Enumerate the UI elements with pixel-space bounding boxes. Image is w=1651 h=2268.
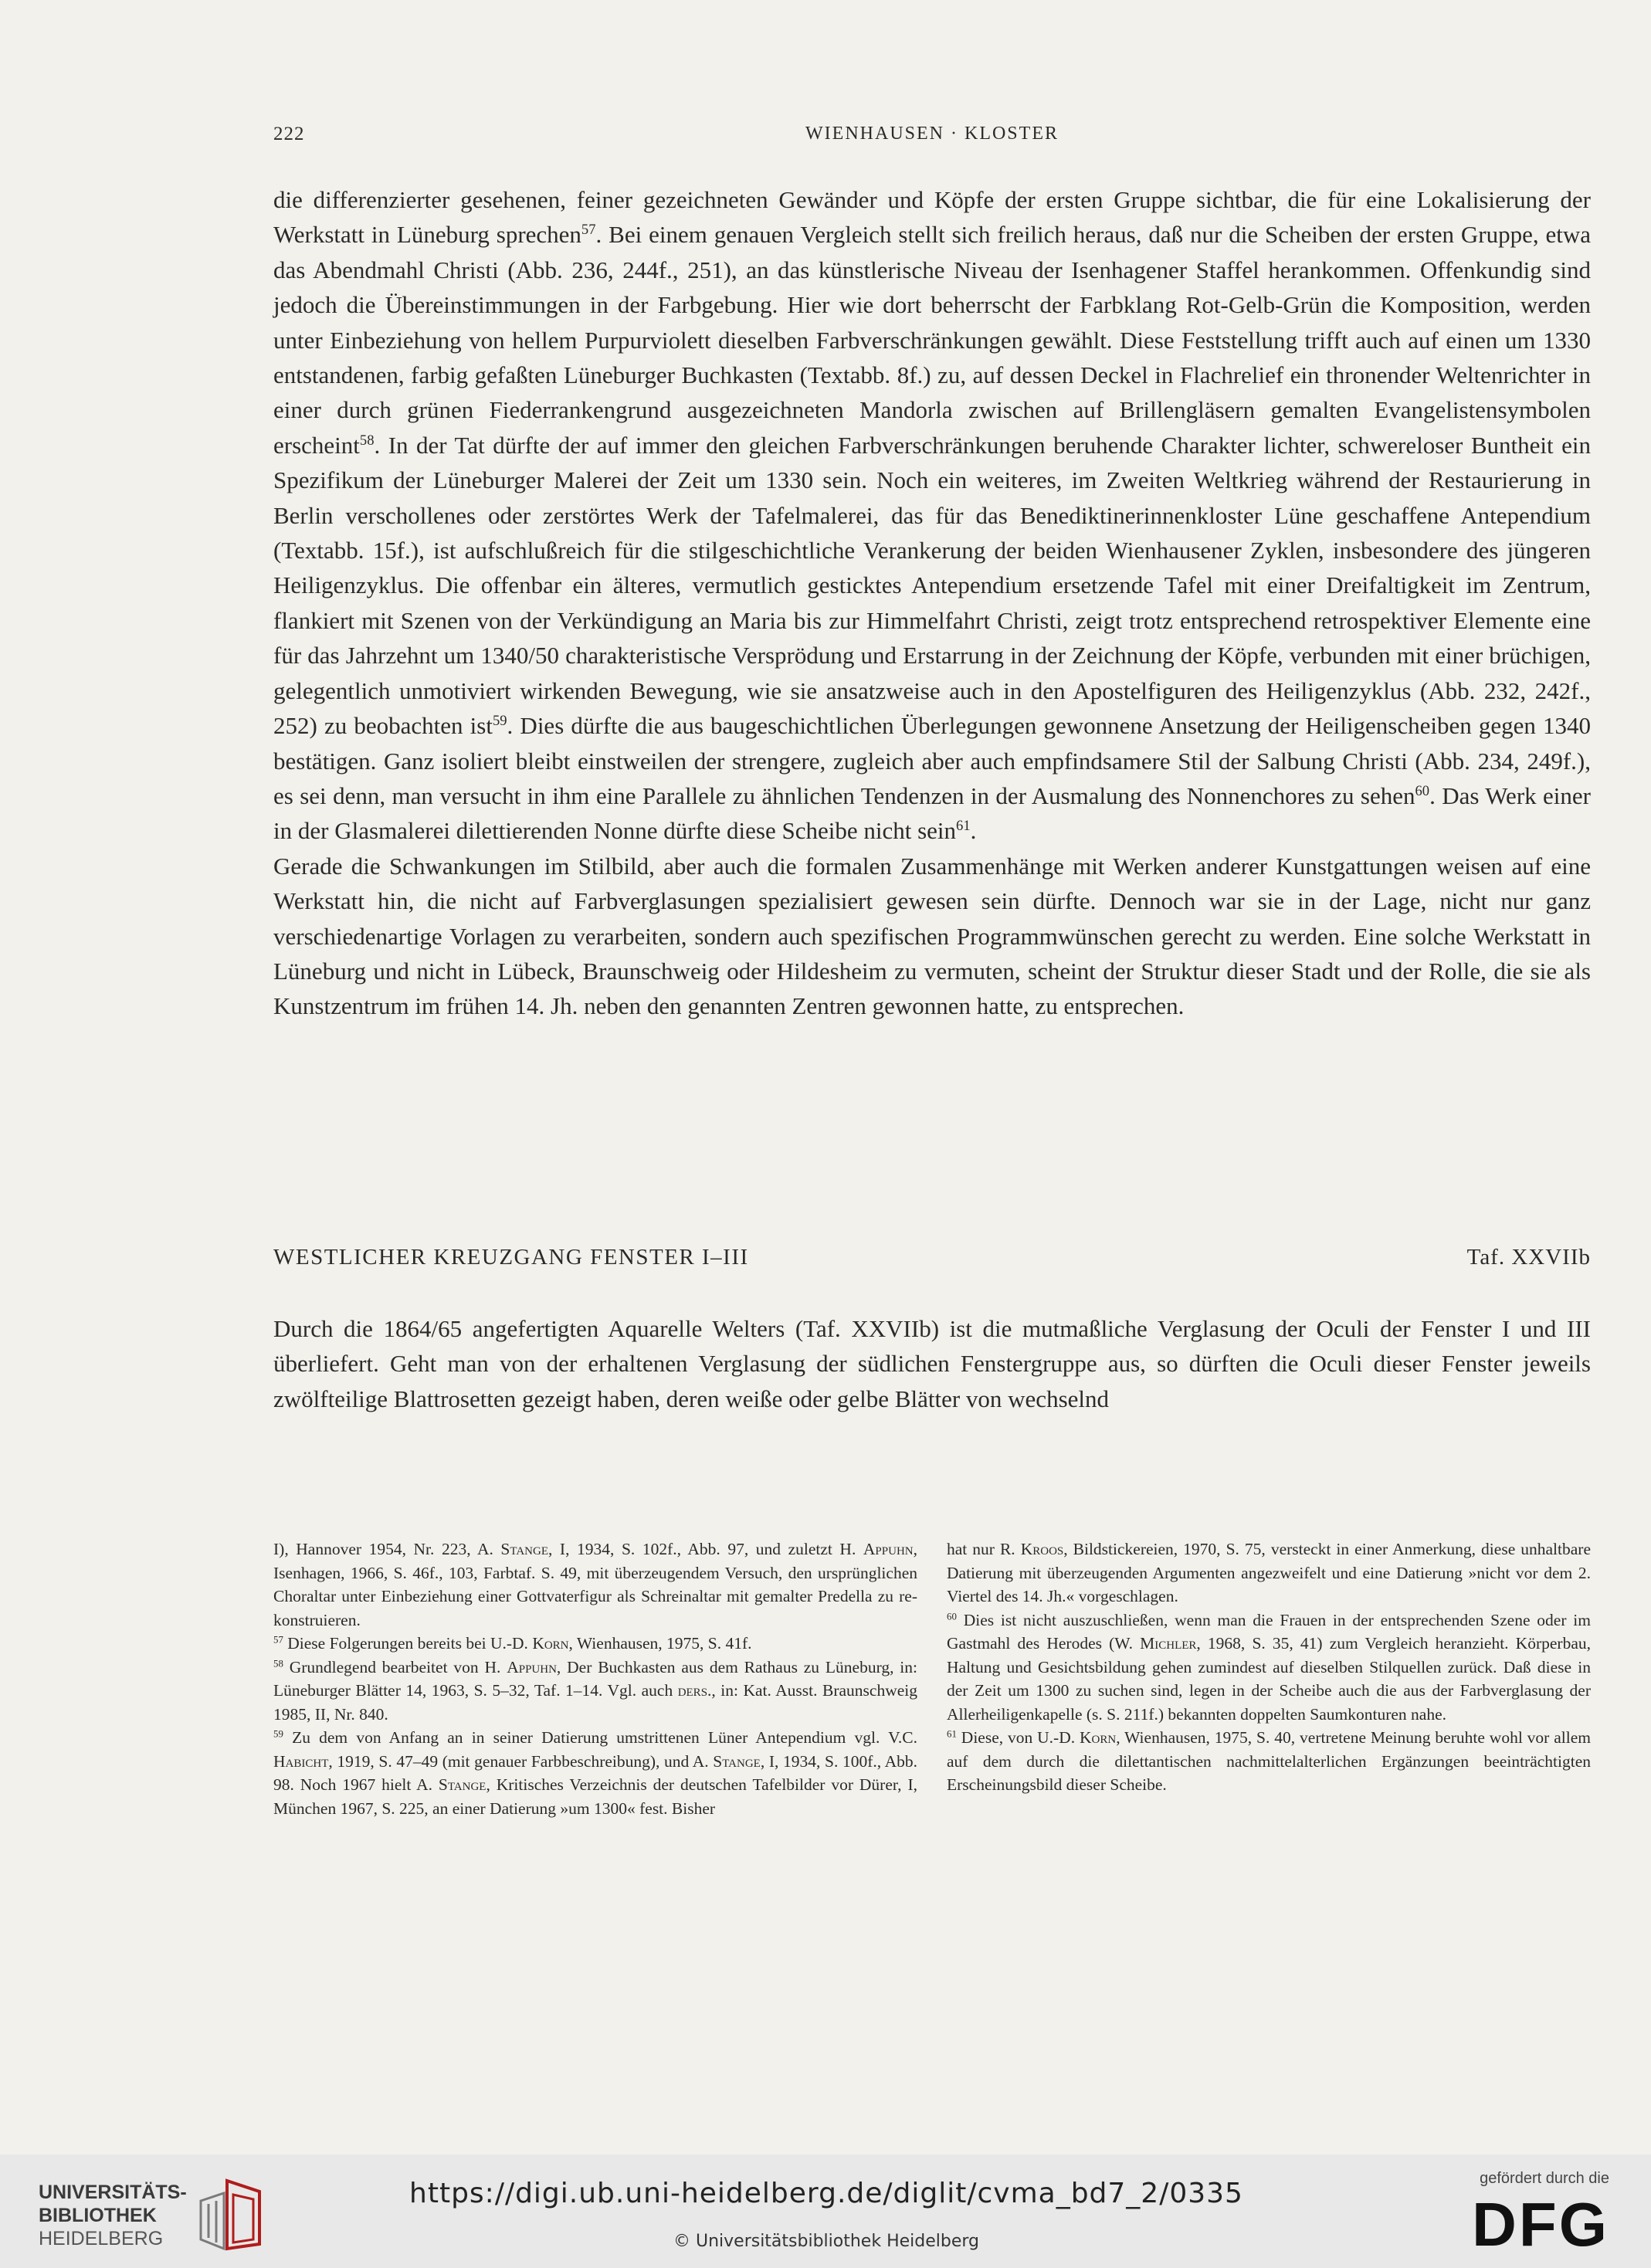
footnote-ref: 59 — [273, 1728, 283, 1740]
author-name: Kroos — [1020, 1540, 1064, 1558]
footnote — [273, 1656, 917, 1727]
text-run: , Kritisches Verzeichnis der deutschen Tafelbilder vor Dürer, I, München 1967, S. 225, an einer Datierung »um 1300« fest. Bisher — [273, 1775, 917, 1818]
author-name: Michler — [1140, 1634, 1197, 1653]
author-name: Korn — [1080, 1728, 1117, 1747]
library-line-3: HEIDELBERG — [39, 2228, 164, 2249]
paragraph-2: Gerade die Schwankungen im Stilbild, aber auch die formalen Zusammenhänge mit Werken anderer Kunstgattungen weisen auf eine Werkstatt hin, die nicht auf Farbverglasungen spezialisiert gewesen sein dürfte. Dennoch war sie in der Lage, nicht nur ganz verschiedenartige Vorlagen zu verarbeiten, sondern auch spezifischen Programmwünschen gerecht zu werden. Eine solche Werkstatt in Lüneburg und nicht in Lübeck, Braunschweig oder Hildesheim zu vermuten, scheint der Struktur dieser Stadt und der Rolle, die sie als Kunstzentrum im frühen 14. Jh. neben den genannten Zentren gewonnen hatte, zu entsprechen. — [273, 852, 1591, 1020]
library-name — [39, 2181, 187, 2250]
library-line-1: UNIVERSITÄTS- — [39, 2182, 187, 2203]
text-run: , Wienhausen, 1975, S. 40, vertretene Meinung beruhte wohl vor allem auf dem durch die dilettantischen nachmittelalterlichen Ergänzungen beeinträchtigten Erscheinungsbild dieser Scheibe. — [947, 1728, 1591, 1794]
funding-label: gefördert durch die — [1480, 2170, 1609, 2187]
footnote-ref: 57 — [581, 222, 596, 239]
text-run: I), Hannover 1954, Nr. 223, A. — [273, 1540, 501, 1558]
text-run: , Der Buchkasten aus dem Rathaus zu Lüneburg, in: Lüneburger Blätter 14, 1963, S. 5–32, Taf. 1–14. Vgl. auch — [273, 1657, 917, 1700]
footnote-ref: 61 — [947, 1728, 957, 1740]
section-text — [273, 1311, 1591, 1416]
author-name: Appuhn — [863, 1540, 914, 1558]
text-run: . In der Tat dürfte der auf immer den gleichen Farbverschränkungen beruhende Charakter lichter, schwereloser Buntheit ein Spezifikum der Lüneburger Malerei der Zeit um 1330 sein. Noch ein weiteres, im Zweiten Weltkrieg während der Restaurierung in Berlin verschollenes oder zerstörtes Werk der Tafelmalerei, das für das Benediktinerinnenkloster Lüne geschaffene Antependium (Textabb. 15f.), ist aufschlußreich für die stilgeschichtliche Verankerung der beiden Wienhausener Zyklen, insbesondere des jüngeren Heiligenzyklus. Die offenbar ein älteres, vermutlich gesticktes Antependium ersetzende Tafel mit einer Dreifaltigkeit im Zentrum, flankiert mit Szenen von der Verkündigung an Maria bis zur Himmelfahrt Christi, zeigt trotz entsprechend retrospektiver Elemente eine für das Jahrzehnt um 1340/50 charakteristische Versprödung und Erstarrung in der Zeichnung der Köpfe, verbunden mit einer brüchigen, gelegentlich unmotiviert wirkenden Bewegung, wie sie ansatzweise auch in den Apostelfiguren des Heiligenzyklus (Abb. 232, 242f., 252) zu beobachten ist — [273, 431, 1591, 740]
footnote — [273, 1726, 917, 1820]
author-name: Habicht — [273, 1751, 329, 1771]
footnote — [273, 1537, 917, 1632]
footnote-ref: 58 — [359, 432, 375, 449]
copyright-notice: © Universitätsbibliothek Heidelberg — [673, 2232, 979, 2251]
running-head: WIENHAUSEN · KLOSTER — [805, 124, 1059, 144]
library-emblem-icon — [193, 2178, 263, 2252]
author-name: Stange — [713, 1751, 761, 1771]
footnote-ref: 57 — [273, 1634, 283, 1646]
section-title: WESTLICHER KREUZGANG FENSTER I–III — [273, 1245, 749, 1270]
main-text — [273, 182, 1591, 1024]
author-name: Appuhn — [507, 1657, 557, 1676]
text-run: die differenzierter gesehenen, feiner gezeichneten Gewänder und Köpfe der ersten Gruppe sichtbar, die für eine Lokalisierung der Werkstatt in Lüneburg sprechen — [273, 186, 1591, 249]
footnote — [947, 1609, 1591, 1727]
text-run: . Bei einem genauen Vergleich stellt sich freilich heraus, daß nur die Scheiben der ersten Gruppe, etwa das Abendmahl Christi (Abb. 236, 244f., 251), an das künstlerische Niveau der Isenhagener Staffel herankommen. Offenkundig sind jedoch die Übereinstimmungen in der Farbgebung. Hier wie dort beherrscht der Farbklang Rot-Gelb-Grün die Komposition, werden unter Einbeziehung von hellem Purpurviolett dieselben Farbverschränkungen gewählt. Diese Feststellung trifft auch auf einen um 1330 entstandenen, farbig gefaßten Lüneburger Buchkasten (Textabb. 8f.) zu, auf dessen Deckel in Flachrelief ein thronender Weltenrichter in einer durch grünen Fiederrankengrund ausgezeichneten Mandorla zwischen auf Brillengläsern gemalten Evangelistensymbolen erscheint — [273, 221, 1591, 459]
footnotes-left-column — [273, 1537, 917, 1820]
author-name: Korn — [532, 1634, 569, 1653]
footnote-ref: 59 — [492, 712, 507, 729]
library-line-2: BIBLIOTHEK — [39, 2205, 157, 2226]
footnote — [947, 1726, 1591, 1797]
text-run: . Dies dürfte die aus baugeschichtlichen Überlegungen gewonnene Ansetzung der Heiligenscheiben gegen 1340 bestätigen. Ganz isoliert bleibt einstweilen der strengere, zugleich aber auch empfindsamere Stil der Salbung Christi (Abb. 234, 249f.), es sei denn, man versucht in ihm eine Parallele zu ähnlichen Tendenzen in der Ausmalung des Nonnenchores zu sehen — [273, 712, 1592, 809]
text-run: , Isenhagen, 1966, S. 46f., 103, Farbtaf. S. 49, mit überzeugendem Versuch, den ursprünglichen Choraltar unter Einbeziehung einer Gottvaterfigur als Schreinaltar mit gemalter Predella zu rekonstruieren. — [273, 1540, 917, 1629]
section-heading — [273, 1245, 1591, 1280]
author-name: ders. — [677, 1681, 712, 1700]
footnote-ref: 60 — [947, 1610, 957, 1622]
footnotes-right-column — [947, 1537, 1591, 1797]
text-run: Diese Folgerungen bereits bei U.-D. — [283, 1634, 533, 1653]
page-number: 222 — [273, 124, 305, 144]
footnote-ref: 61 — [956, 818, 971, 835]
text-run: . Das Werk einer in der Glasmalerei dilettierenden Nonne dürfte diese Scheibe nicht sein — [273, 781, 1592, 845]
text-run: Dies ist nicht auszuschließen, wenn man die Frauen in der entsprechenden Szene oder im Gastmahl des Herodes (W. — [947, 1610, 1591, 1653]
section-paragraph: Durch die 1864/65 angefertigten Aquarelle Welters (Taf. XXVIIb) ist die mutmaßliche Verglasung der Oculi der Fenster I und III überliefert. Geht man von der erhaltenen Verglasung der südlichen Fenstergruppe aus, so dürften die Oculi dieser Fenster jeweils zwölfteilige Blattrosetten gezeigt haben, deren weiße oder gelbe Blätter von wechselnd — [273, 1315, 1591, 1412]
plate-reference: Taf. XXVIIb — [1466, 1245, 1591, 1270]
author-name: Stange — [500, 1540, 548, 1558]
text-run: Zu dem von Anfang an in seiner Datierung umstrittenen Lüner Antependium vgl. V.C. — [283, 1728, 917, 1747]
text-run: , 1919, S. 47–49 (mit genauer Farbbeschreibung), und A. — [328, 1751, 714, 1771]
page-header — [273, 124, 1591, 154]
text-run: , Wienhausen, 1975, S. 41f. — [568, 1634, 752, 1653]
author-name: Stange — [438, 1775, 486, 1794]
text-run: Diese, von U.-D. — [956, 1728, 1080, 1747]
footnote — [947, 1537, 1591, 1609]
text-run: , Bildstickereien, 1970, S. 75, versteckt in einer Anmerkung, diese unhaltbare Datierung mit überzeugenden Argumenten angezweifelt und eine Datierung »nicht vor dem 2. Viertel des 14. Jh.« vorgeschlagen. — [947, 1540, 1591, 1605]
permalink-url[interactable]: https://digi.ub.uni-heidelberg.de/diglit/cvma_bd7_2/0335 — [409, 2178, 1243, 2209]
text-run: . — [970, 817, 977, 845]
university-library-logo[interactable] — [39, 2176, 270, 2253]
paragraph-1 — [273, 182, 1591, 849]
viewer-footer — [0, 2154, 1651, 2268]
text-run: , I, 1934, S. 100f., Abb. 98. Noch 1967 hielt A. — [273, 1751, 917, 1794]
footnote-ref: 58 — [273, 1657, 283, 1669]
footnote — [273, 1632, 917, 1656]
text-run: , 1968, S. 35, 41) zum Vergleich heranzieht. Körperbau, Haltung und Gesichtsbildung gehen zumindest auf dieselben Stilquellen zurück. Daß diese in der Zeit um 1300 zu suchen sind, legen in der Scheibe auch die aus der Farbverglasung der Allerheiligenkapelle (s. S. 211f.) bekannten doppelten Saumkonturen nahe. — [947, 1634, 1591, 1724]
text-run: , I, 1934, S. 102f., Abb. 97, und zuletzt H. — [548, 1540, 863, 1558]
dfg-logo[interactable]: DFG — [1472, 2190, 1609, 2259]
text-run: , in: Kat. Ausst. Braunschweig 1985, II, Nr. 840. — [273, 1681, 917, 1724]
text-run: Grundlegend bearbeitet von H. — [283, 1657, 507, 1676]
footnote-ref: 60 — [1415, 782, 1430, 799]
text-run: hat nur R. — [947, 1540, 1021, 1558]
